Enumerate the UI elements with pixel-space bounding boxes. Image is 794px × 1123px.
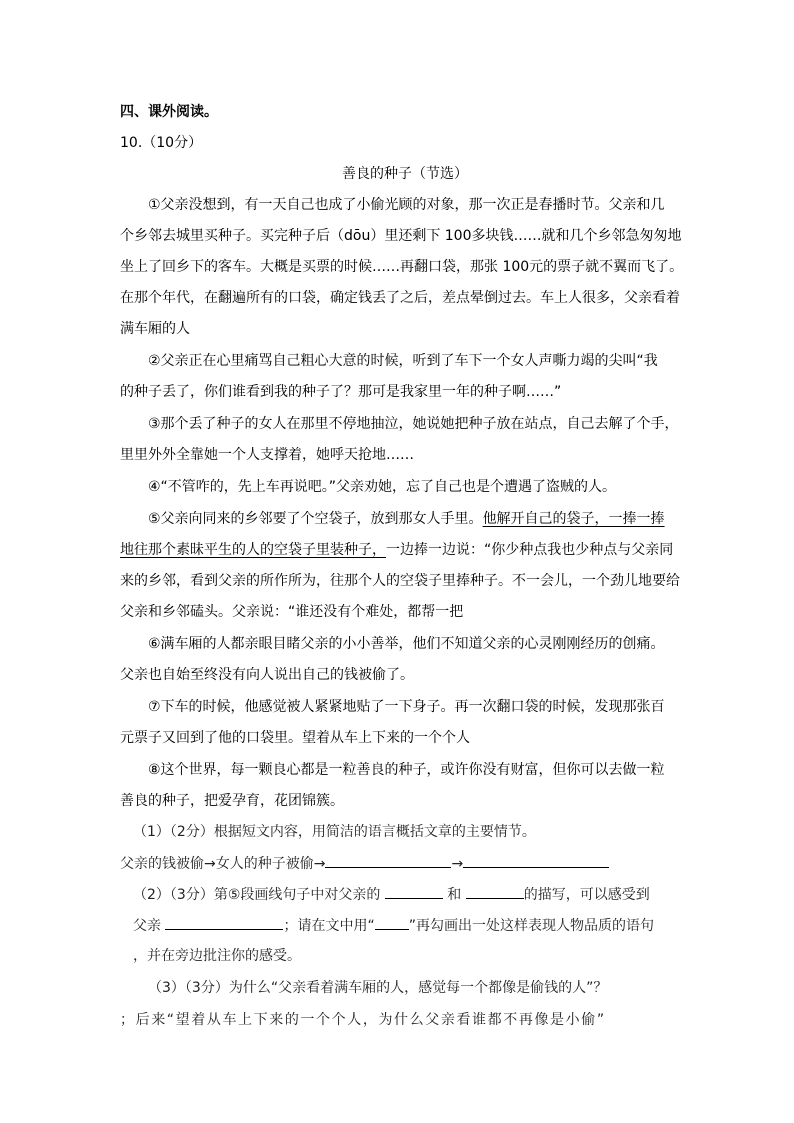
paragraph-4: ④“不管咋的，先上车再说吧。”父亲劝她，忘了自己也是个遭遇了盗贼的人。 — [148, 479, 617, 495]
question-3-line-1: （3）（3分）为什么“父亲看着满车厢的人，感觉每一个都像是偷钱的人”？ — [148, 980, 608, 996]
paragraph-6-line-1: ⑥满车厢的人都亲眼目睹父亲的小小善举，他们不知道父亲的心灵刚刚经历的创痛。 — [148, 636, 665, 652]
question-2-and: 和 — [447, 887, 462, 903]
paragraph-2-line-1: ②父亲正在心里痛骂自己粗心大意的时候，听到了车下一个女人声嘶力竭的尖叫“我 — [148, 353, 658, 369]
paragraph-1-line-4: 在那个年代，在翻遍所有的口袋，确定钱丢了之后，差点晕倒过去。车上人很多，父亲看着 — [120, 290, 680, 306]
question-2-line-1 — [133, 884, 650, 905]
paragraph-6-line-2: 父亲也自始至终没有向人说出自己的钱被偷了。 — [120, 667, 414, 683]
paragraph-2-line-2: 的种子丢了，你们谁看到我的种子了？那可是我家里一年的种子啊……” — [120, 384, 562, 400]
paragraph-1-line-5: 满车厢的人 — [120, 321, 190, 337]
paragraph-5-line-4: 父亲和乡邻磕头。父亲说：“谁还没有个难处，都帮一把 — [120, 604, 464, 620]
chain-step-2: 女人的种子被偷 — [215, 856, 314, 872]
question-2-text-c: 父亲 — [133, 918, 161, 934]
paragraph-3-line-2: 里里外外全靠她一个人支撑着，她呼天抢地…… — [120, 447, 414, 463]
passage-title: 善良的种子（节选） — [342, 166, 468, 182]
paragraph-5-line-3: 来的乡邻，看到父亲的所作所为，往那个人的空袋子里捧种子。不一会儿，一个劲儿地要给 — [120, 573, 680, 589]
question-2-text-d: ；请在文中用“ — [283, 918, 375, 934]
question-2-line-3: ，并在旁边批注你的感受。 — [133, 948, 301, 964]
question-2-text-b: 的描写，可以感受到 — [523, 887, 650, 903]
question-header: 10.（10分） — [120, 135, 203, 151]
answer-blank-1[interactable] — [325, 853, 451, 868]
underlined-sentence-part-2: 地往那个素昧平生的人的空袋子里装种子， — [120, 542, 386, 558]
paragraph-1-line-3: 坐上了回乡下的客车。大概是买票的时候……再翻口袋，那张 100元的票子就不翼而飞了。 — [120, 259, 684, 275]
paragraph-1-line-1: ①父亲没想到，有一天自己也成了小偷光顾的对象，那一次正是春播时节。父亲和几 — [148, 197, 665, 213]
paragraph-1-line-2: 个乡邻去城里买种子。买完种子后（dōu）里还剩下 100多块钱……就和几个乡邻急匆匆地 — [120, 228, 682, 244]
chain-step-1: 父亲的钱被偷 — [120, 856, 204, 872]
paragraph-8-line-2: 善良的种子，把爱孕育，花团锦簇。 — [120, 793, 344, 809]
paragraph-5-line-2-text: 一边捧一边说：“你少种点我也少种点与父亲同 — [386, 542, 674, 558]
paragraph-5-line-1 — [148, 509, 665, 529]
answer-blank-3[interactable] — [385, 884, 443, 899]
question-2-line-2 — [133, 915, 654, 936]
answer-blank-2[interactable] — [463, 853, 609, 868]
arrow-icon: → — [451, 856, 464, 872]
section-title: 四、课外阅读。 — [120, 104, 218, 120]
paragraph-3-line-1: ③那个丢了种子的女人在那里不停地抽泣，她说她把种子放在站点，自己去解了个手， — [148, 416, 679, 432]
arrow-icon: → — [204, 856, 216, 872]
arrow-icon: → — [313, 856, 326, 872]
question-1-prompt: （1）（2分）根据短文内容，用简洁的语言概括文章的主要情节。 — [133, 824, 536, 840]
paragraph-5-line-2 — [120, 540, 673, 560]
question-2-text-a: （2）（3分）第⑤段画线句子中对父亲的 — [133, 887, 381, 903]
paragraph-7-line-1: ⑦下车的时候，他感觉被人紧紧地贴了一下身子。再一次翻口袋的时候，发现那张百 — [148, 699, 665, 715]
question-2-text-e: ”再勾画出一处这样表现人物品质的语句 — [408, 918, 654, 934]
underline-sample — [375, 915, 409, 930]
paragraph-7-line-2: 元票子又回到了他的口袋里。望着从车上下来的一个个人 — [120, 730, 470, 746]
paragraph-8-line-1: ⑧这个世界，每一颗良心都是一粒善良的种子，或许你没有财富，但你可以去做一粒 — [148, 762, 665, 778]
answer-blank-4[interactable] — [466, 884, 524, 899]
question-1-plot-chain — [120, 853, 609, 874]
question-3-line-2: ；后来“望着从车上下来的一个个人，为什么父亲看谁都不再像是小偷” — [120, 1012, 606, 1028]
underlined-sentence-part-1: 他解开自己的袋子，一捧一捧 — [482, 511, 665, 527]
paragraph-5-line-1-text: ⑤父亲向同来的乡邻要了个空袋子，放到那女人手里。 — [148, 511, 483, 527]
answer-blank-5[interactable] — [165, 915, 283, 930]
